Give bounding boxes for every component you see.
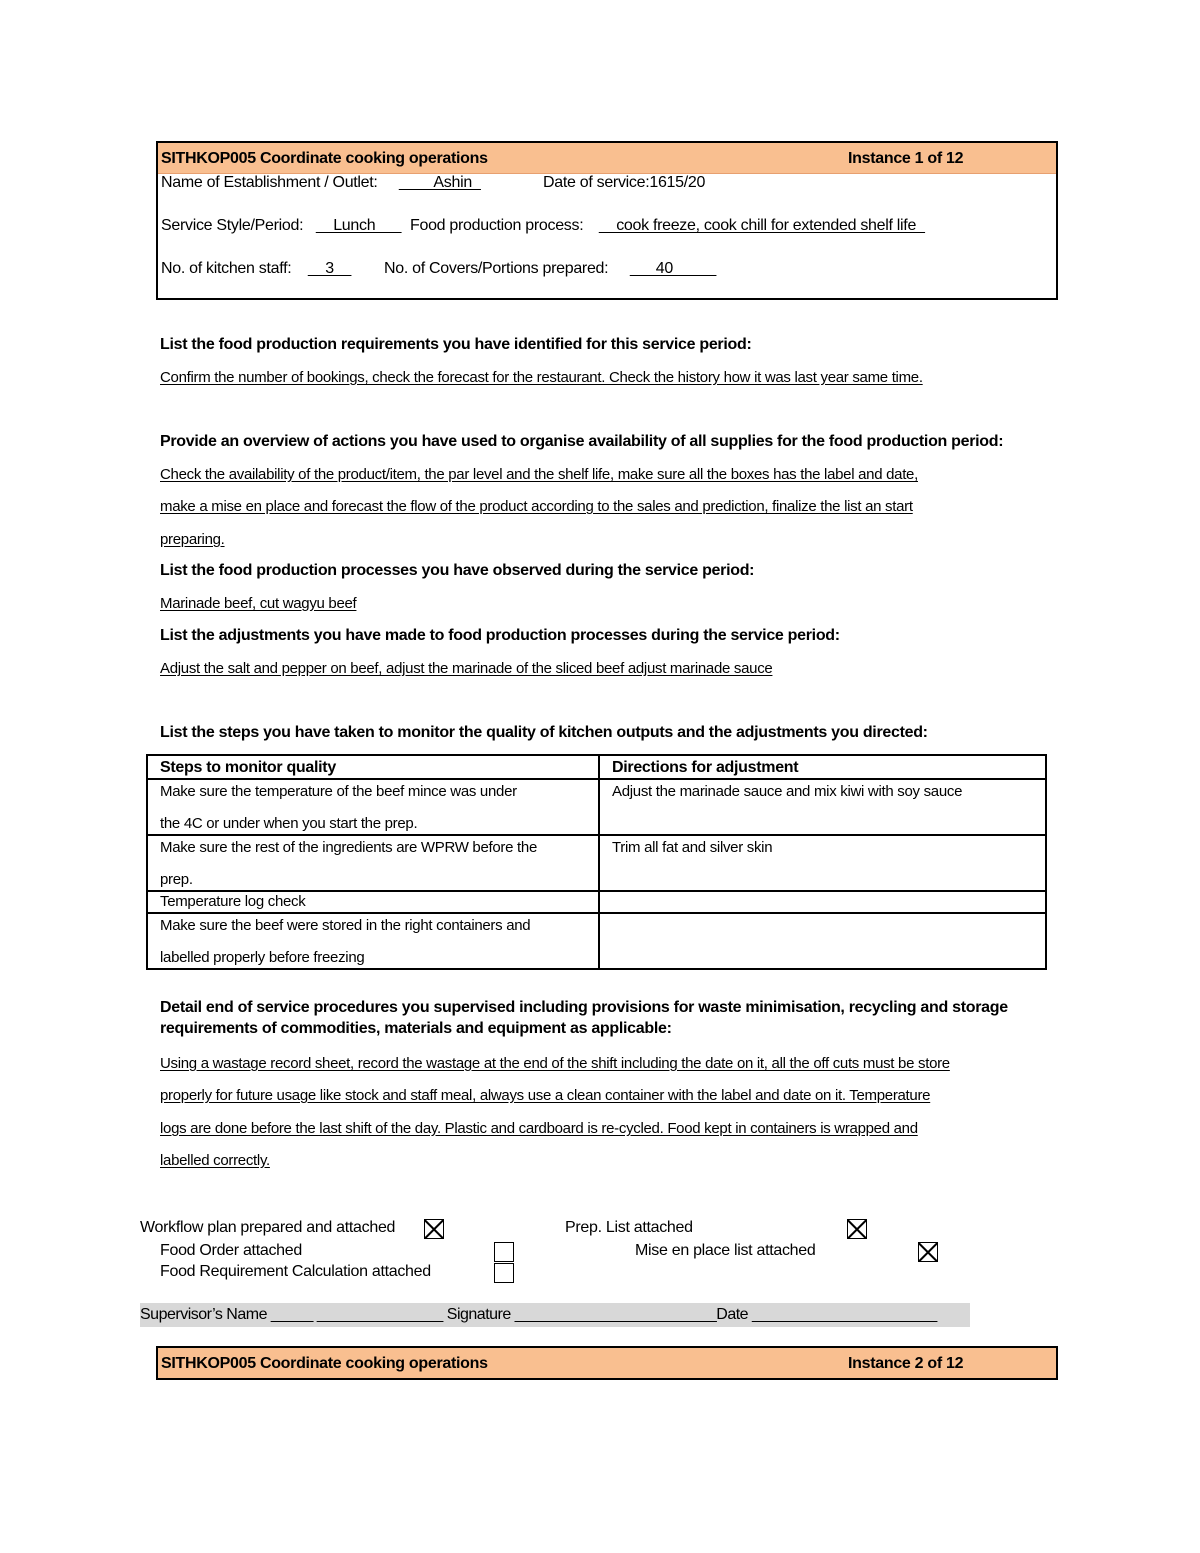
step-line: the 4C or under when you start the prep. (160, 815, 418, 832)
header-box (156, 141, 1058, 300)
food-order-label: Food Order attached (160, 1242, 302, 1259)
answer-requirements[interactable]: Confirm the number of bookings, check the forecast for the restaurant. Check the history how it was last year same time. (160, 369, 923, 386)
service-style-value[interactable]: __Lunch___ (316, 217, 402, 234)
answer-supplies-line-2[interactable]: make a mise en place and forecast the flow of the product according to the sales and prediction, finalize the list an start (160, 498, 913, 515)
answer-end-of-service-line-3[interactable]: logs are done before the last shift of the day. Plastic and cardboard is re-cycled. Food kept in containers is wrapped and (160, 1120, 918, 1137)
unit-title: SITHKOP005 Coordinate cooking operations (161, 150, 488, 167)
step-cell[interactable] (147, 779, 599, 835)
answer-end-of-service-line-2[interactable]: properly for future usage like stock and staff meal, always use a clean container with the label and date on it. Temperature (160, 1087, 931, 1104)
mise-checkbox[interactable] (918, 1242, 938, 1262)
workflow-checkbox[interactable] (424, 1219, 444, 1239)
step-line: Make sure the beef were stored in the right containers and (160, 917, 531, 934)
question-adjustments: List the adjustments you have made to food production processes during the service period: (160, 627, 840, 644)
step-line: Make sure the temperature of the beef mince was under (160, 783, 517, 800)
food-req-label: Food Requirement Calculation attached (160, 1263, 431, 1280)
step-line: Temperature log check (160, 893, 306, 910)
answer-end-of-service-line-1[interactable]: Using a wastage record sheet, record the wastage at the end of the shift including the date on it, all the off cuts must be store (160, 1055, 950, 1072)
instance-label-2: Instance 2 of 12 (848, 1355, 964, 1372)
food-req-checkbox[interactable] (494, 1263, 514, 1283)
mise-label: Mise en place list attached (635, 1242, 816, 1259)
signoff-line[interactable]: Supervisor’s Name _____ _______________ Signature ________________________Date ______________________ (140, 1306, 937, 1323)
question-monitor: List the steps you have taken to monitor the quality of kitchen outputs and the adjustments you directed: (160, 724, 928, 741)
header-box-2 (156, 1346, 1058, 1380)
step-line: labelled properly before freezing (160, 949, 365, 966)
step-cell[interactable] (147, 891, 599, 913)
direction-cell[interactable] (599, 913, 1046, 969)
table-row (147, 835, 1046, 891)
question-supplies: Provide an overview of actions you have used to organise availability of all supplies for the food production period: (160, 433, 1004, 450)
col-directions-header: Directions for adjustment (599, 755, 1046, 779)
question-end-of-service-line-2: requirements of commodities, materials and equipment as applicable: (160, 1020, 672, 1037)
process-value[interactable]: __cook freeze, cook chill for extended shelf life_ (599, 217, 925, 234)
table-row (147, 891, 1046, 913)
prep-list-label: Prep. List attached (565, 1219, 693, 1236)
col-steps-header: Steps to monitor quality (147, 755, 599, 779)
question-end-of-service-line-1: Detail end of service procedures you supervised including provisions for waste minimisation, recycling and storage (160, 999, 1008, 1016)
answer-adjustments[interactable]: Adjust the salt and pepper on beef, adjust the marinade of the sliced beef adjust marinade sauce (160, 660, 773, 677)
answer-processes[interactable]: Marinade beef, cut wagyu beef (160, 595, 357, 612)
service-style-label: Service Style/Period: (161, 217, 304, 234)
table-header-row (147, 755, 1046, 779)
covers-label: No. of Covers/Portions prepared: (384, 260, 609, 277)
table-row (147, 779, 1046, 835)
step-cell[interactable] (147, 913, 599, 969)
establishment-label: Name of Establishment / Outlet: (161, 174, 378, 191)
establishment-value[interactable]: ____Ashin_ (399, 174, 481, 191)
answer-supplies-line-3[interactable]: preparing. (160, 531, 225, 548)
answer-end-of-service-line-4[interactable]: labelled correctly. (160, 1152, 270, 1169)
process-label: Food production process: (410, 217, 584, 234)
staff-value[interactable]: __3__ (308, 260, 351, 277)
monitor-table (146, 754, 1047, 970)
table-row (147, 913, 1046, 969)
question-requirements: List the food production requirements you have identified for this service period: (160, 336, 752, 353)
date-of-service[interactable]: Date of service:1615/20 (543, 174, 706, 191)
step-cell[interactable] (147, 835, 599, 891)
instance-label: Instance 1 of 12 (848, 150, 964, 167)
staff-label: No. of kitchen staff: (161, 260, 292, 277)
step-line: Make sure the rest of the ingredients are WPRW before the (160, 839, 537, 856)
food-order-checkbox[interactable] (494, 1242, 514, 1262)
unit-title-2: SITHKOP005 Coordinate cooking operations (161, 1355, 488, 1372)
answer-supplies-line-1[interactable]: Check the availability of the product/item, the par level and the shelf life, make sure all the boxes has the label and date, (160, 466, 918, 483)
direction-cell[interactable]: Adjust the marinade sauce and mix kiwi with soy sauce (599, 779, 1046, 835)
direction-cell[interactable] (599, 891, 1046, 913)
step-line: prep. (160, 871, 193, 888)
direction-cell[interactable]: Trim all fat and silver skin (599, 835, 1046, 891)
question-processes: List the food production processes you have observed during the service period: (160, 562, 755, 579)
covers-value[interactable]: ___40_____ (630, 260, 716, 277)
workflow-label: Workflow plan prepared and attached (140, 1219, 396, 1236)
prep-list-checkbox[interactable] (847, 1219, 867, 1239)
